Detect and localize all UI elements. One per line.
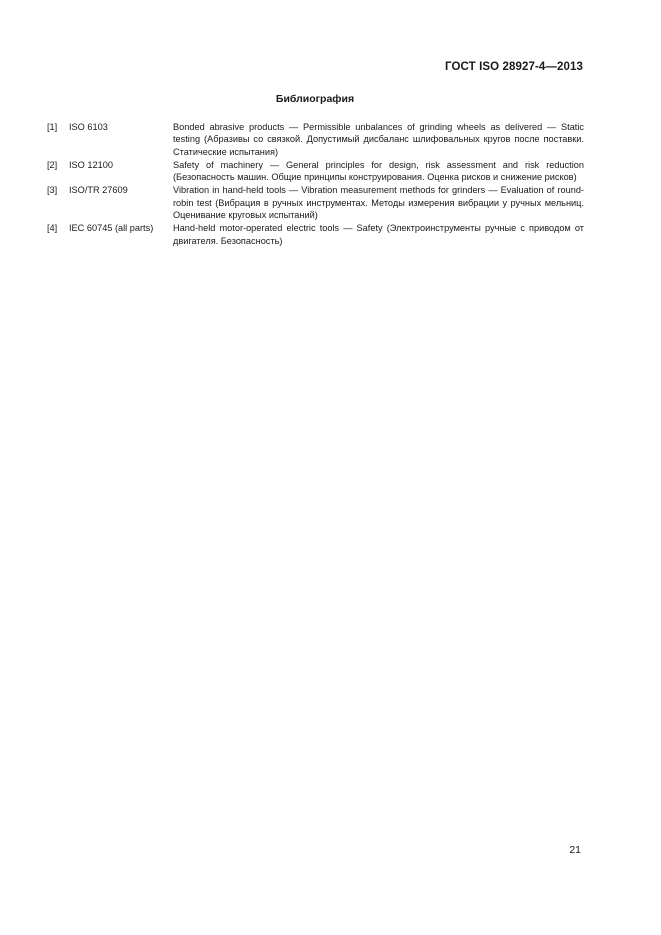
entry-number: [4]	[47, 223, 58, 234]
entry-title: Bonded abrasive products — Permissible unbalances of grinding wheels as delivered — Static testing (Абразивы со связкой. Допустимый дисбаланс шлифовальных кругов после поставки. Статические испытания)	[173, 122, 584, 157]
entry-title: Vibration in hand-held tools — Vibration measurement methods for grinders — Evaluation of round-robin test (Вибрация в ручных инструментах. Методы измерения вибрации у ручных мельниц. Оценивание круговых испытаний)	[173, 185, 584, 221]
standard-code: ISO 12100	[69, 159, 113, 170]
entry-title: Hand-held motor-operated electric tools — Safety (Электроинструменты ручные с приводом от двигателя. Безопасность)	[173, 223, 584, 246]
bibliography-title: Библиография	[275, 93, 355, 105]
standard-code: IEC 60745 (all parts)	[69, 223, 154, 234]
document-id-header: ГОСТ ISO 28927-4—2013	[445, 61, 583, 73]
bibliography-entry	[47, 184, 584, 221]
standard-code: ISO/TR 27609	[69, 185, 128, 196]
bibliography-entry	[47, 121, 584, 158]
bibliography-entry	[47, 222, 584, 247]
page-number: 21	[569, 844, 581, 856]
entry-number: [1]	[47, 122, 58, 132]
entry-number: [2]	[47, 159, 58, 170]
standard-code: ISO 6103	[69, 122, 108, 132]
entry-title: Safety of machinery — General principles for design, risk assessment and risk reduction (Безопасность машин. Общие принципы конструирования. Оценка рисков и снижение рисков)	[173, 159, 584, 183]
bibliography-entry	[47, 159, 584, 184]
bibliography-list	[47, 121, 584, 248]
entry-number: [3]	[47, 185, 58, 196]
